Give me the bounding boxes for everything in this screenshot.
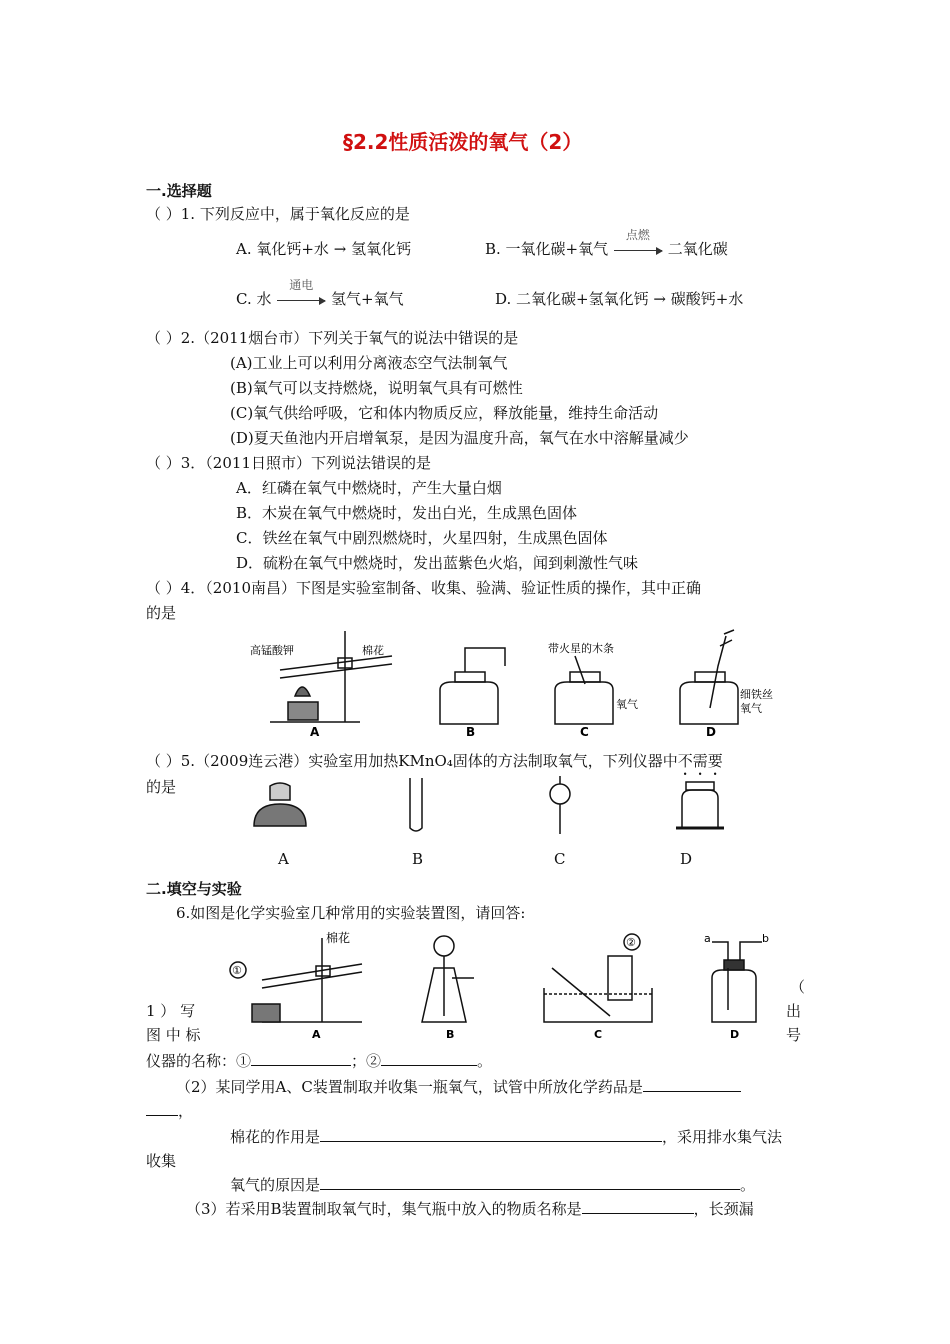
q6-part1-end: 。 xyxy=(477,1052,493,1070)
q6-part1-sep: ；② xyxy=(351,1052,382,1070)
q4-apparatus-figure xyxy=(240,626,773,739)
q6-port-b: b xyxy=(762,932,769,945)
q4-fig-label-c: C xyxy=(580,725,589,739)
q6-p1-right-line2: 出 xyxy=(786,1002,802,1020)
arrow-icon xyxy=(614,250,662,251)
q6-part3-line xyxy=(186,1198,754,1219)
q6-part2-line1-end: ， xyxy=(178,1102,194,1120)
q4-label-kmno4: 高锰酸钾 xyxy=(250,644,294,657)
q4-fig-label-a: A xyxy=(310,725,320,739)
condition-arrow xyxy=(613,228,663,258)
apparatus-d xyxy=(680,630,738,724)
apparatus-d xyxy=(712,942,762,1022)
q6-part2-line3: 收集 xyxy=(146,1152,177,1170)
q6-part2-text1: （2）某同学用A、C装置制取并收集一瓶氧气，试管中所放化学药品是 xyxy=(176,1078,643,1096)
arrow-icon: → xyxy=(333,240,347,258)
apparatus-b xyxy=(422,936,474,1022)
answer-blank-chemical-cont[interactable] xyxy=(146,1101,178,1116)
q6-part2-text4-end: 。 xyxy=(740,1176,756,1194)
q4-label-cotton: 棉花 xyxy=(362,644,384,657)
q5-stem-line2: 的是 xyxy=(146,778,177,796)
q5-instruments-figure xyxy=(240,776,740,836)
apparatus-c xyxy=(555,656,613,724)
q4-stem-line2: 的是 xyxy=(146,604,177,622)
q6-mark-2: ② xyxy=(626,936,636,949)
q1-option-b-reactants: B. 一氧化碳+氧气 xyxy=(485,240,609,258)
q1-option-d-reactants: D. 二氧化碳+氢氧化钙 xyxy=(495,290,649,308)
q6-fig-label-c: C xyxy=(594,1028,603,1041)
q6-stem: 6.如图是化学实验室几种常用的实验装置图，请回答: xyxy=(176,904,526,922)
q5-stem-text: （ ）5.（2009连云港）实验室用加热KMnO₄固体的方法制取氧气，下列仪器中 xyxy=(146,752,678,770)
apparatus-b xyxy=(440,648,505,724)
q6-fig-label-a: A xyxy=(312,1028,321,1041)
q1-option-b-product: 二氧化碳 xyxy=(667,240,728,258)
alcohol-lamp xyxy=(254,783,306,826)
arrow-icon xyxy=(277,300,325,301)
q6-p1-left-line2: 图 中 标 xyxy=(146,1026,201,1044)
q4-fig-label-d: D xyxy=(706,725,716,739)
q6-part1-text: 仪器的名称：① xyxy=(146,1052,252,1070)
q6-part3-text: （3）若采用B装置制取氧气时，集气瓶中放入的物质名称是 xyxy=(186,1200,582,1218)
condition-arrow xyxy=(276,278,326,308)
q6-part2-line1 xyxy=(176,1076,741,1097)
section-choice-heading: 一.选择题 xyxy=(146,182,212,200)
q6-p1-right-line3: 号 xyxy=(786,1026,802,1044)
q2-stem: （ ）2.（2011烟台市）下列关于氧气的说法中错误的是 xyxy=(146,329,519,347)
q6-part2-text2-end: ，采用排水集气法 xyxy=(662,1128,783,1146)
q1-option-b-condition: 点燃 xyxy=(625,228,650,242)
q3-option-d: D．硫粉在氧气中燃烧时，发出蓝紫色火焰，闻到刺激性气味 xyxy=(236,554,639,572)
q1-option-d xyxy=(495,288,743,309)
answer-blank-2[interactable] xyxy=(381,1051,477,1066)
answer-blank-substance[interactable] xyxy=(582,1199,694,1214)
q6-p1-right-line1: （ xyxy=(790,978,806,996)
gas-jar xyxy=(676,782,724,828)
q4-fig-label-b: B xyxy=(466,725,476,739)
q5-stem-line1 xyxy=(146,750,723,779)
q1-option-a xyxy=(236,238,411,259)
q6-label-cotton: 棉花 xyxy=(326,931,351,945)
q2-option-d: (D)夏天鱼池内开启增氧泵，是因为温度升高，氧气在水中溶解量减少 xyxy=(230,429,689,447)
page-title: §2.2性质活泼的氧气（2） xyxy=(343,130,583,154)
q6-mark-1: ① xyxy=(232,964,242,977)
q6-port-a: a xyxy=(704,932,711,945)
q1-option-c-reactants: C. 水 xyxy=(236,290,272,308)
q5-label-b: B xyxy=(412,850,424,868)
q5-stem-emphasis: 不需要 xyxy=(677,752,723,770)
q4-label-splint: 带火星的木条 xyxy=(548,642,614,655)
q6-part2-line1-wrap xyxy=(146,1100,193,1121)
q6-apparatus-figure xyxy=(222,928,782,1040)
q1-option-a-product: 氢氧化钙 xyxy=(351,240,412,258)
q6-fig-label-b: B xyxy=(446,1028,455,1041)
section-fill-heading: 二.填空与实验 xyxy=(146,880,242,898)
q1-option-c xyxy=(236,278,404,309)
q6-part3-end: ，长颈漏 xyxy=(693,1200,754,1218)
q6-part2-line4 xyxy=(230,1174,755,1195)
q1-option-c-condition: 通电 xyxy=(289,278,314,292)
q6-fig-label-d: D xyxy=(730,1028,740,1041)
answer-blank-reason[interactable] xyxy=(320,1175,740,1190)
q1-option-c-product: 氢气+氧气 xyxy=(331,290,404,308)
q2-option-b: (B)氧气可以支持燃烧，说明氧气具有可燃性 xyxy=(230,379,523,397)
q1-option-d-product: 碳酸钙+水 xyxy=(670,290,744,308)
q4-label-wire: 细铁丝 xyxy=(740,688,773,701)
test-tube xyxy=(410,778,422,831)
q3-option-c: C．铁丝在氧气中剧烈燃烧时，火星四射，生成黑色固体 xyxy=(236,529,608,547)
q6-part1-line xyxy=(146,1050,492,1071)
q2-option-c: (C)氧气供给呼吸，它和体内物质反应，释放能量，维持生命活动 xyxy=(230,404,659,422)
answer-blank-1[interactable] xyxy=(251,1051,351,1066)
q6-part2-text4: 氧气的原因是 xyxy=(230,1176,321,1194)
q3-option-a: A．红磷在氧气中燃烧时，产生大量白烟 xyxy=(236,479,502,497)
q6-p1-left-line1: 1 ） 写 xyxy=(146,1002,196,1020)
answer-blank-cotton[interactable] xyxy=(320,1127,662,1142)
q4-label-oxygen2: 氧气 xyxy=(740,702,762,715)
q6-part2-text2: 棉花的作用是 xyxy=(230,1128,321,1146)
q5-label-a: A xyxy=(278,850,289,868)
q4-stem-line1: （ ）4．（2010南昌）下图是实验室制备、收集、验满、验证性质的操作，其中正确 xyxy=(146,579,701,597)
q3-stem: （ ）3．（2011日照市）下列说法错误的是 xyxy=(146,454,431,472)
q1-option-a-reactants: A. 氧化钙+水 xyxy=(236,240,329,258)
q1-option-b xyxy=(485,228,728,259)
answer-blank-chemical[interactable] xyxy=(643,1077,741,1092)
q4-label-oxygen: 氧气 xyxy=(616,698,638,711)
q5-label-c: C xyxy=(554,850,566,868)
q3-option-b: B．木炭在氧气中燃烧时，发出白光，生成黑色固体 xyxy=(236,504,578,522)
funnel xyxy=(550,776,570,834)
q1-stem: （ ）1. 下列反应中，属于氧化反应的是 xyxy=(146,205,410,223)
arrow-icon: → xyxy=(653,290,666,308)
q2-option-a: (A)工业上可以利用分离液态空气法制氧气 xyxy=(230,354,508,372)
q5-label-d: D xyxy=(680,850,693,868)
q6-part2-line2 xyxy=(230,1126,782,1147)
apparatus-a xyxy=(230,938,362,1022)
